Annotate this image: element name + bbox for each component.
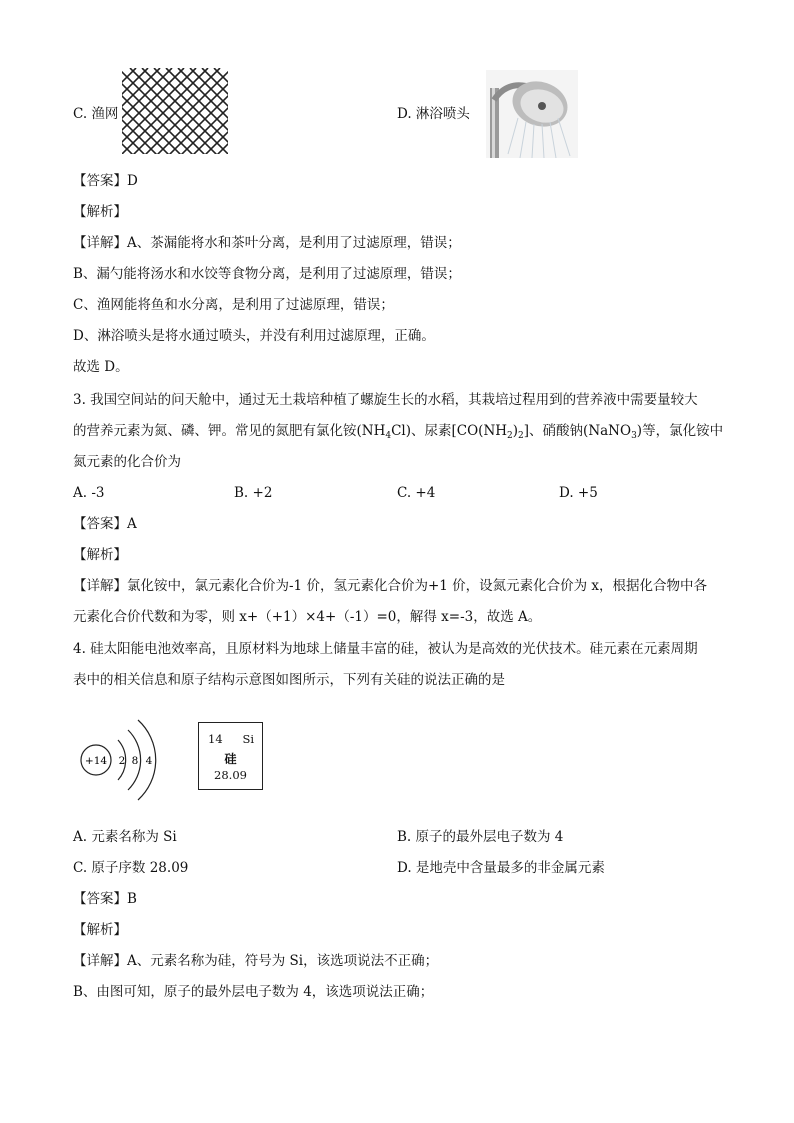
- q3-option-b: B. +2: [234, 485, 273, 501]
- shower-head-image: [486, 70, 578, 158]
- q3-stem-line-3: 氮元素的化合价为: [73, 454, 181, 470]
- element-symbol: Si: [242, 732, 254, 746]
- q4-analysis-tag: 【解析】: [73, 922, 127, 938]
- q3-analysis-tag: 【解析】: [73, 547, 127, 563]
- atomic-number: 14: [208, 732, 223, 746]
- q3-detail-line-2: 元素化合价代数和为零，则 x+（+1）×4+（-1）=0，解得 x=-3，故选 A。: [73, 609, 542, 625]
- q3-answer-value: A: [127, 516, 137, 532]
- answer-value: D: [127, 173, 138, 189]
- q3-detail-tag: 【详解】: [73, 578, 127, 594]
- detail-conclusion: 故选 D。: [73, 359, 129, 375]
- q4-detail-tag: 【详解】: [73, 953, 127, 969]
- element-name: 硅: [224, 752, 237, 766]
- q4-option-c: C. 原子序数 28.09: [73, 860, 189, 876]
- silicon-atom-diagram: [78, 708, 168, 812]
- option-c-label: C. 渔网: [73, 106, 119, 122]
- q4-option-a: A. 元素名称为 Si: [73, 829, 177, 845]
- shell-3-count: 4: [145, 755, 153, 767]
- q4-detail-line-a: A、元素名称为硅，符号为 Si，该选项说法不正确；: [127, 953, 439, 969]
- q4-answer-value: B: [127, 891, 137, 907]
- q4-option-b: B. 原子的最外层电子数为 4: [397, 829, 564, 845]
- shell-1-count: 2: [118, 755, 126, 767]
- q3-stem-line-2: 的营养元素为氮、磷、钾。常见的氮肥有氯化铵$(NH_4Cl)$、尿素$[CO(NH_2)_2]$、硝酸钠(NaNO$_3$)等，氯化铵中: [73, 423, 724, 441]
- q4-answer-tag: 【答案】: [73, 891, 127, 907]
- q3-option-d: D. +5: [559, 485, 598, 501]
- option-d-label: D. 淋浴喷头: [397, 106, 470, 122]
- detail-line-a: A、茶漏能将水和茶叶分离，是利用了过滤原理，错误；: [127, 235, 461, 251]
- q3-option-c: C. +4: [397, 485, 436, 501]
- detail-line-b: B、漏勺能将汤水和水饺等食物分离，是利用了过滤原理，错误；: [73, 266, 461, 282]
- q4-stem-line-2: 表中的相关信息和原子结构示意图如图所示，下列有关硅的说法正确的是: [73, 672, 505, 688]
- atomic-mass: 28.09: [214, 768, 247, 782]
- q3-detail-line-1: 氯化铵中，氯元素化合价为-1 价，氢元素化合价为+1 价，设氮元素化合价为 x，根据化合物中各: [127, 578, 708, 594]
- q4-option-d: D. 是地壳中含量最多的非金属元素: [397, 860, 605, 876]
- q4-detail-line-b: B、由图可知，原子的最外层电子数为 4，该选项说法正确；: [73, 984, 434, 1000]
- detail-tag: 【详解】: [73, 235, 127, 251]
- q3-stem-line-1: 3. 我国空间站的问天舱中，通过无土栽培种植了螺旋生长的水稻，其栽培过程用到的营养液中需要量较大: [73, 392, 698, 408]
- q3-answer-tag: 【答案】: [73, 516, 127, 532]
- shell-2-count: 8: [131, 755, 139, 767]
- detail-line-c: C、渔网能将鱼和水分离，是利用了过滤原理，错误；: [73, 297, 394, 313]
- fishing-net-image: [122, 68, 228, 154]
- answer-tag: 【答案】: [73, 173, 127, 189]
- q4-stem-line-1: 4. 硅太阳能电池效率高，且原材料为地球上储量丰富的硅，被认为是高效的光伏技术。硅元素在元素周期: [73, 641, 698, 657]
- detail-line-d: D、淋浴喷头是将水通过喷头，并没有利用过滤原理，正确。: [73, 328, 435, 344]
- q3-option-a: A. -3: [73, 485, 105, 501]
- periodic-table-cell: [198, 722, 263, 790]
- nucleus-charge: +14: [84, 755, 108, 767]
- analysis-tag: 【解析】: [73, 204, 127, 220]
